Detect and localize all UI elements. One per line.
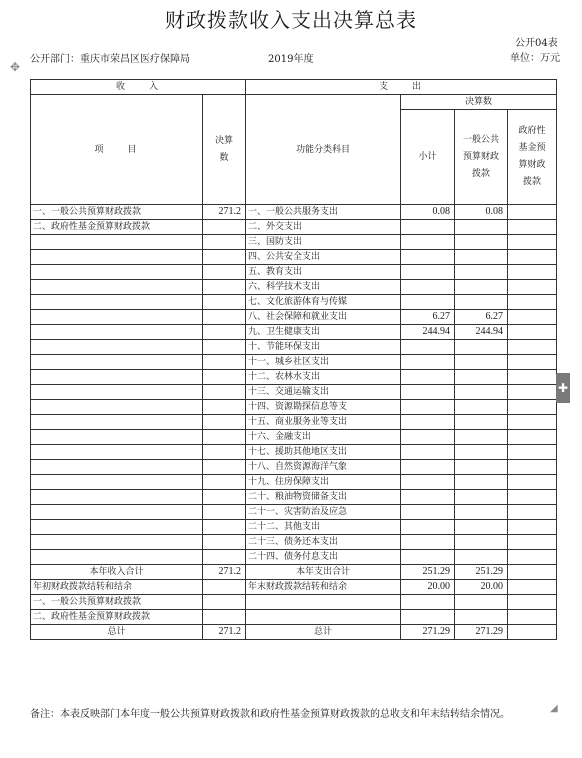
income-value-cell bbox=[203, 520, 246, 535]
gov-fund-value-cell bbox=[508, 415, 557, 430]
table-row bbox=[31, 385, 557, 400]
subtotal-value-cell bbox=[401, 460, 455, 475]
expense-item-cell bbox=[246, 595, 401, 610]
income-item-cell bbox=[31, 550, 203, 565]
expense-header: 支 出 bbox=[246, 80, 557, 95]
function-subject-header: 功能分类科目 bbox=[246, 95, 401, 205]
table-row bbox=[31, 415, 557, 430]
gov-fund-value-cell bbox=[508, 505, 557, 520]
income-value-cell bbox=[203, 460, 246, 475]
income-value-cell: 271.2 bbox=[203, 205, 246, 220]
gov-fund-value-cell bbox=[508, 220, 557, 235]
gov-fund-value-cell bbox=[508, 400, 557, 415]
expense-item-cell: 十二、农林水支出 bbox=[246, 370, 401, 385]
income-item-cell: 二、政府性基金预算财政拨款 bbox=[31, 610, 203, 625]
gov-fund-value-cell bbox=[508, 250, 557, 265]
subtotal-value-cell bbox=[401, 400, 455, 415]
item-header: 项 目 bbox=[31, 95, 203, 205]
gov-fund-value-cell bbox=[508, 445, 557, 460]
table-row bbox=[31, 610, 557, 625]
table-row bbox=[31, 535, 557, 550]
general-budget-value-cell: 271.29 bbox=[455, 625, 508, 640]
department-label: 公开部门：重庆市荣昌区医疗保障局 bbox=[30, 54, 190, 65]
move-handle-icon[interactable]: ✥ bbox=[9, 60, 21, 74]
expense-item-cell: 十、节能环保支出 bbox=[246, 340, 401, 355]
general-budget-value-cell bbox=[455, 235, 508, 250]
expense-item-cell: 二十、粮油物资储备支出 bbox=[246, 490, 401, 505]
general-budget-value-cell bbox=[455, 280, 508, 295]
general-budget-value-cell bbox=[455, 295, 508, 310]
table-row bbox=[31, 430, 557, 445]
income-item-cell bbox=[31, 310, 203, 325]
table-row bbox=[31, 340, 557, 355]
final-header: 决算数 bbox=[401, 95, 557, 110]
income-value-cell bbox=[203, 475, 246, 490]
subtotal-value-cell bbox=[401, 490, 455, 505]
general-budget-value-cell bbox=[455, 610, 508, 625]
expense-item-cell: 二、外交支出 bbox=[246, 220, 401, 235]
table-row bbox=[31, 580, 557, 595]
general-budget-value-cell bbox=[455, 490, 508, 505]
gov-fund-value-cell bbox=[508, 205, 557, 220]
gov-fund-value-cell bbox=[508, 310, 557, 325]
income-value-cell: 271.2 bbox=[203, 565, 246, 580]
income-item-cell: 一、一般公共预算财政拨款 bbox=[31, 205, 203, 220]
table-row bbox=[31, 520, 557, 535]
expense-item-cell: 二十一、灾害防治及应急 bbox=[246, 505, 401, 520]
income-value-cell bbox=[203, 610, 246, 625]
income-value-cell bbox=[203, 370, 246, 385]
subtotal-value-cell bbox=[401, 280, 455, 295]
table-row bbox=[31, 550, 557, 565]
subtotal-value-cell bbox=[401, 265, 455, 280]
income-item-cell bbox=[31, 460, 203, 475]
general-budget-header: 一般公共预算财政拨款 bbox=[455, 110, 508, 205]
gov-fund-value-cell bbox=[508, 580, 557, 595]
subtotal-value-cell bbox=[401, 535, 455, 550]
income-item-cell: 一、一般公共预算财政拨款 bbox=[31, 595, 203, 610]
subtotal-value-cell bbox=[401, 355, 455, 370]
general-budget-value-cell: 244.94 bbox=[455, 325, 508, 340]
subtotal-value-cell bbox=[401, 295, 455, 310]
general-budget-value-cell bbox=[455, 385, 508, 400]
table-row bbox=[31, 505, 557, 520]
income-item-cell bbox=[31, 445, 203, 460]
table-row bbox=[31, 265, 557, 280]
income-value-cell bbox=[203, 400, 246, 415]
expense-item-cell: 十五、商业服务业等支出 bbox=[246, 415, 401, 430]
income-value-cell bbox=[203, 535, 246, 550]
income-value-cell: 271.2 bbox=[203, 625, 246, 640]
subtotal-value-cell bbox=[401, 505, 455, 520]
table-row bbox=[31, 400, 557, 415]
income-value-cell bbox=[203, 430, 246, 445]
general-budget-value-cell bbox=[455, 550, 508, 565]
income-item-cell: 年初财政拨款结转和结余 bbox=[31, 580, 203, 595]
gov-fund-value-cell bbox=[508, 520, 557, 535]
subtotal-value-cell bbox=[401, 610, 455, 625]
income-header: 收 入 bbox=[31, 80, 246, 95]
gov-fund-value-cell bbox=[508, 565, 557, 580]
general-budget-value-cell bbox=[455, 265, 508, 280]
income-item-cell: 总计 bbox=[31, 625, 203, 640]
gov-fund-value-cell bbox=[508, 235, 557, 250]
expense-item-cell: 年末财政拨款结转和结余 bbox=[246, 580, 401, 595]
gov-fund-value-cell bbox=[508, 625, 557, 640]
general-budget-value-cell: 6.27 bbox=[455, 310, 508, 325]
unit-label: 单位：万元 bbox=[510, 53, 560, 64]
income-item-cell bbox=[31, 475, 203, 490]
plus-icon[interactable]: ✚ bbox=[556, 373, 570, 403]
table-row bbox=[31, 595, 557, 610]
income-value-cell bbox=[203, 250, 246, 265]
gov-fund-value-cell bbox=[508, 490, 557, 505]
subtotal-value-cell bbox=[401, 250, 455, 265]
subtotal-value-cell: 20.00 bbox=[401, 580, 455, 595]
general-budget-value-cell bbox=[455, 355, 508, 370]
expense-item-cell: 十六、金融支出 bbox=[246, 430, 401, 445]
income-value-cell bbox=[203, 355, 246, 370]
income-value-cell bbox=[203, 445, 246, 460]
table-row bbox=[31, 310, 557, 325]
table-row bbox=[31, 370, 557, 385]
gov-fund-header: 政府性基金预算财政拨款 bbox=[508, 110, 557, 205]
table-row bbox=[31, 445, 557, 460]
table-row bbox=[31, 475, 557, 490]
subtotal-value-cell: 244.94 bbox=[401, 325, 455, 340]
budget-table bbox=[30, 79, 557, 640]
expense-item-cell: 二十四、债务付息支出 bbox=[246, 550, 401, 565]
general-budget-value-cell bbox=[455, 460, 508, 475]
income-item-cell bbox=[31, 355, 203, 370]
table-row bbox=[31, 625, 557, 640]
gov-fund-value-cell bbox=[508, 340, 557, 355]
gov-fund-value-cell bbox=[508, 595, 557, 610]
subtotal-value-cell bbox=[401, 235, 455, 250]
gov-fund-value-cell bbox=[508, 385, 557, 400]
note-text: 备注：本表反映部门本年度一般公共预算财政拨款和政府性基金预算财政拨款的总收支和年末结转结余情况。 bbox=[30, 709, 510, 720]
gov-fund-value-cell bbox=[508, 280, 557, 295]
expense-item-cell: 四、公共安全支出 bbox=[246, 250, 401, 265]
subtotal-value-cell bbox=[401, 550, 455, 565]
expense-item-cell: 六、科学技术支出 bbox=[246, 280, 401, 295]
subtotal-value-cell bbox=[401, 340, 455, 355]
subtotal-value-cell: 251.29 bbox=[401, 565, 455, 580]
expense-item-cell: 十一、城乡社区支出 bbox=[246, 355, 401, 370]
gov-fund-value-cell bbox=[508, 325, 557, 340]
subtotal-value-cell bbox=[401, 445, 455, 460]
expense-item-cell: 总计 bbox=[246, 625, 401, 640]
expense-item-cell: 三、国防支出 bbox=[246, 235, 401, 250]
table-row bbox=[31, 295, 557, 310]
income-item-cell bbox=[31, 340, 203, 355]
income-item-cell bbox=[31, 520, 203, 535]
income-item-cell bbox=[31, 265, 203, 280]
subtotal-value-cell bbox=[401, 415, 455, 430]
income-value-cell bbox=[203, 280, 246, 295]
gov-fund-value-cell bbox=[508, 295, 557, 310]
expense-item-cell: 十三、交通运输支出 bbox=[246, 385, 401, 400]
table-row bbox=[31, 205, 557, 220]
general-budget-value-cell bbox=[455, 250, 508, 265]
gov-fund-value-cell bbox=[508, 430, 557, 445]
income-item-cell bbox=[31, 490, 203, 505]
income-item-cell bbox=[31, 415, 203, 430]
expense-item-cell: 二十二、其他支出 bbox=[246, 520, 401, 535]
income-item-cell: 本年收入合计 bbox=[31, 565, 203, 580]
income-value-cell bbox=[203, 505, 246, 520]
income-value-cell bbox=[203, 340, 246, 355]
income-item-cell bbox=[31, 430, 203, 445]
table-row bbox=[31, 250, 557, 265]
gov-fund-value-cell bbox=[508, 550, 557, 565]
general-budget-value-cell bbox=[455, 400, 508, 415]
general-budget-value-cell bbox=[455, 340, 508, 355]
expense-item-cell: 九、卫生健康支出 bbox=[246, 325, 401, 340]
subtotal-value-cell bbox=[401, 430, 455, 445]
income-item-cell bbox=[31, 325, 203, 340]
income-item-cell bbox=[31, 370, 203, 385]
expense-item-cell: 本年支出合计 bbox=[246, 565, 401, 580]
table-row bbox=[31, 235, 557, 250]
income-value-cell bbox=[203, 595, 246, 610]
form-number: 公开04表 bbox=[515, 38, 558, 49]
general-budget-value-cell: 20.00 bbox=[455, 580, 508, 595]
gov-fund-value-cell bbox=[508, 460, 557, 475]
income-item-cell bbox=[31, 400, 203, 415]
income-item-cell bbox=[31, 385, 203, 400]
general-budget-value-cell bbox=[455, 505, 508, 520]
general-budget-value-cell bbox=[455, 445, 508, 460]
subtotal-value-cell bbox=[401, 475, 455, 490]
table-row bbox=[31, 325, 557, 340]
income-final-header: 决算数 bbox=[203, 95, 246, 205]
general-budget-value-cell: 0.08 bbox=[455, 205, 508, 220]
expense-item-cell: 一、一般公共服务支出 bbox=[246, 205, 401, 220]
income-item-cell bbox=[31, 280, 203, 295]
income-item-cell bbox=[31, 250, 203, 265]
table-row bbox=[31, 355, 557, 370]
income-value-cell bbox=[203, 310, 246, 325]
income-value-cell bbox=[203, 415, 246, 430]
subtotal-header: 小计 bbox=[401, 110, 455, 205]
table-row bbox=[31, 490, 557, 505]
income-value-cell bbox=[203, 490, 246, 505]
subtotal-value-cell bbox=[401, 220, 455, 235]
income-value-cell bbox=[203, 385, 246, 400]
general-budget-value-cell bbox=[455, 415, 508, 430]
subtotal-value-cell bbox=[401, 595, 455, 610]
subtotal-value-cell: 0.08 bbox=[401, 205, 455, 220]
income-value-cell bbox=[203, 550, 246, 565]
expense-item-cell: 十九、住房保障支出 bbox=[246, 475, 401, 490]
income-item-cell bbox=[31, 505, 203, 520]
general-budget-value-cell bbox=[455, 430, 508, 445]
expense-item-cell: 八、社会保障和就业支出 bbox=[246, 310, 401, 325]
gov-fund-value-cell bbox=[508, 475, 557, 490]
subtotal-value-cell: 6.27 bbox=[401, 310, 455, 325]
year-label: 2019年度 bbox=[268, 54, 314, 65]
expense-item-cell: 五、教育支出 bbox=[246, 265, 401, 280]
gov-fund-value-cell bbox=[508, 610, 557, 625]
expense-item-cell: 七、文化旅游体育与传媒 bbox=[246, 295, 401, 310]
general-budget-value-cell bbox=[455, 535, 508, 550]
income-item-cell: 二、政府性基金预算财政拨款 bbox=[31, 220, 203, 235]
expense-item-cell: 十四、资源勘探信息等支 bbox=[246, 400, 401, 415]
gov-fund-value-cell bbox=[508, 265, 557, 280]
table-row bbox=[31, 280, 557, 295]
expense-item-cell: 十七、援助其他地区支出 bbox=[246, 445, 401, 460]
general-budget-value-cell bbox=[455, 220, 508, 235]
income-item-cell bbox=[31, 235, 203, 250]
expense-item-cell bbox=[246, 610, 401, 625]
general-budget-value-cell bbox=[455, 595, 508, 610]
subtotal-value-cell: 271.29 bbox=[401, 625, 455, 640]
expense-item-cell: 十八、自然资源海洋气象 bbox=[246, 460, 401, 475]
general-budget-value-cell bbox=[455, 520, 508, 535]
general-budget-value-cell bbox=[455, 370, 508, 385]
gov-fund-value-cell bbox=[508, 355, 557, 370]
general-budget-value-cell: 251.29 bbox=[455, 565, 508, 580]
gov-fund-value-cell bbox=[508, 535, 557, 550]
subtotal-value-cell bbox=[401, 385, 455, 400]
table-row bbox=[31, 565, 557, 580]
table-row bbox=[31, 220, 557, 235]
income-item-cell bbox=[31, 295, 203, 310]
income-value-cell bbox=[203, 265, 246, 280]
table-row bbox=[31, 460, 557, 475]
corner-resize-icon[interactable]: ◢ bbox=[550, 703, 558, 714]
subtotal-value-cell bbox=[401, 370, 455, 385]
page-title: 财政拨款收入支出决算总表 bbox=[165, 8, 417, 32]
general-budget-value-cell bbox=[455, 475, 508, 490]
gov-fund-value-cell bbox=[508, 370, 557, 385]
expense-item-cell: 二十三、债务还本支出 bbox=[246, 535, 401, 550]
income-value-cell bbox=[203, 580, 246, 595]
income-value-cell bbox=[203, 295, 246, 310]
subtotal-value-cell bbox=[401, 520, 455, 535]
income-value-cell bbox=[203, 220, 246, 235]
income-value-cell bbox=[203, 325, 246, 340]
income-item-cell bbox=[31, 535, 203, 550]
income-value-cell bbox=[203, 235, 246, 250]
